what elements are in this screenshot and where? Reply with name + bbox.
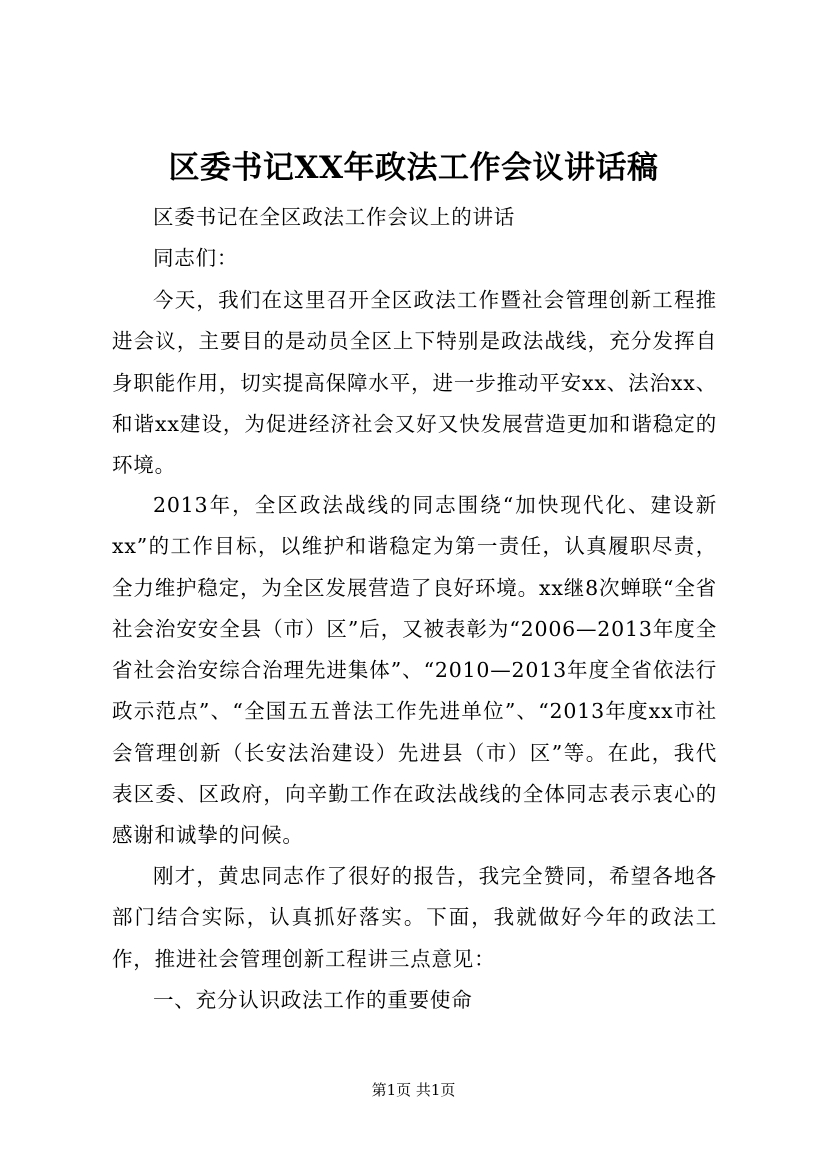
salutation-paragraph: 同志们： [153, 246, 239, 270]
section-heading: 一、充分认识政法工作的重要使命 [153, 988, 473, 1012]
page-footer: 第1页 共1页 [371, 1081, 456, 1099]
body-paragraph: 刚才，黄忠同志作了很好的报告，我完全赞同，希望各地各部门结合实际，认真抓好落实。下面，我就做好今年的政法工作，推进社会管理创新工程讲三点意见： [112, 864, 717, 971]
document-title: 区委书记XX年政法工作会议讲话稿 [168, 150, 659, 186]
body-paragraph: 2013年，全区政法战线的同志围绕“加快现代化、建设新xx”的工作目标，以维护和谐稳定为第一责任，认真履职尽责，全力维护稳定，为全区发展营造了良好环境。xx继8次蝉联“全省社会治安安全县（市）区”后，又被表彰为“2006—2013年度全省社会治安综合治理先进集体”、“2010—2013年度全省依法行政示范点”、“全国五五普法工作先进单位”、“2013年度xx市社会管理创新（长安法治建设）先进县（市）区”等。在此，我代表区委、区政府，向辛勤工作在政法战线的全体同志表示衷心的感谢和诚挚的问候。 [112, 493, 717, 848]
body-paragraph: 今天，我们在这里召开全区政法工作暨社会管理创新工程推进会议，主要目的是动员全区上下特别是政法战线，充分发挥自身职能作用，切实提高保障水平，进一步推动平安xx、法治xx、和谐xx建设，为促进经济社会又好又快发展营造更加和谐稳定的环境。 [112, 288, 717, 478]
subtitle-paragraph: 区委书记在全区政法工作会议上的讲话 [153, 205, 516, 229]
